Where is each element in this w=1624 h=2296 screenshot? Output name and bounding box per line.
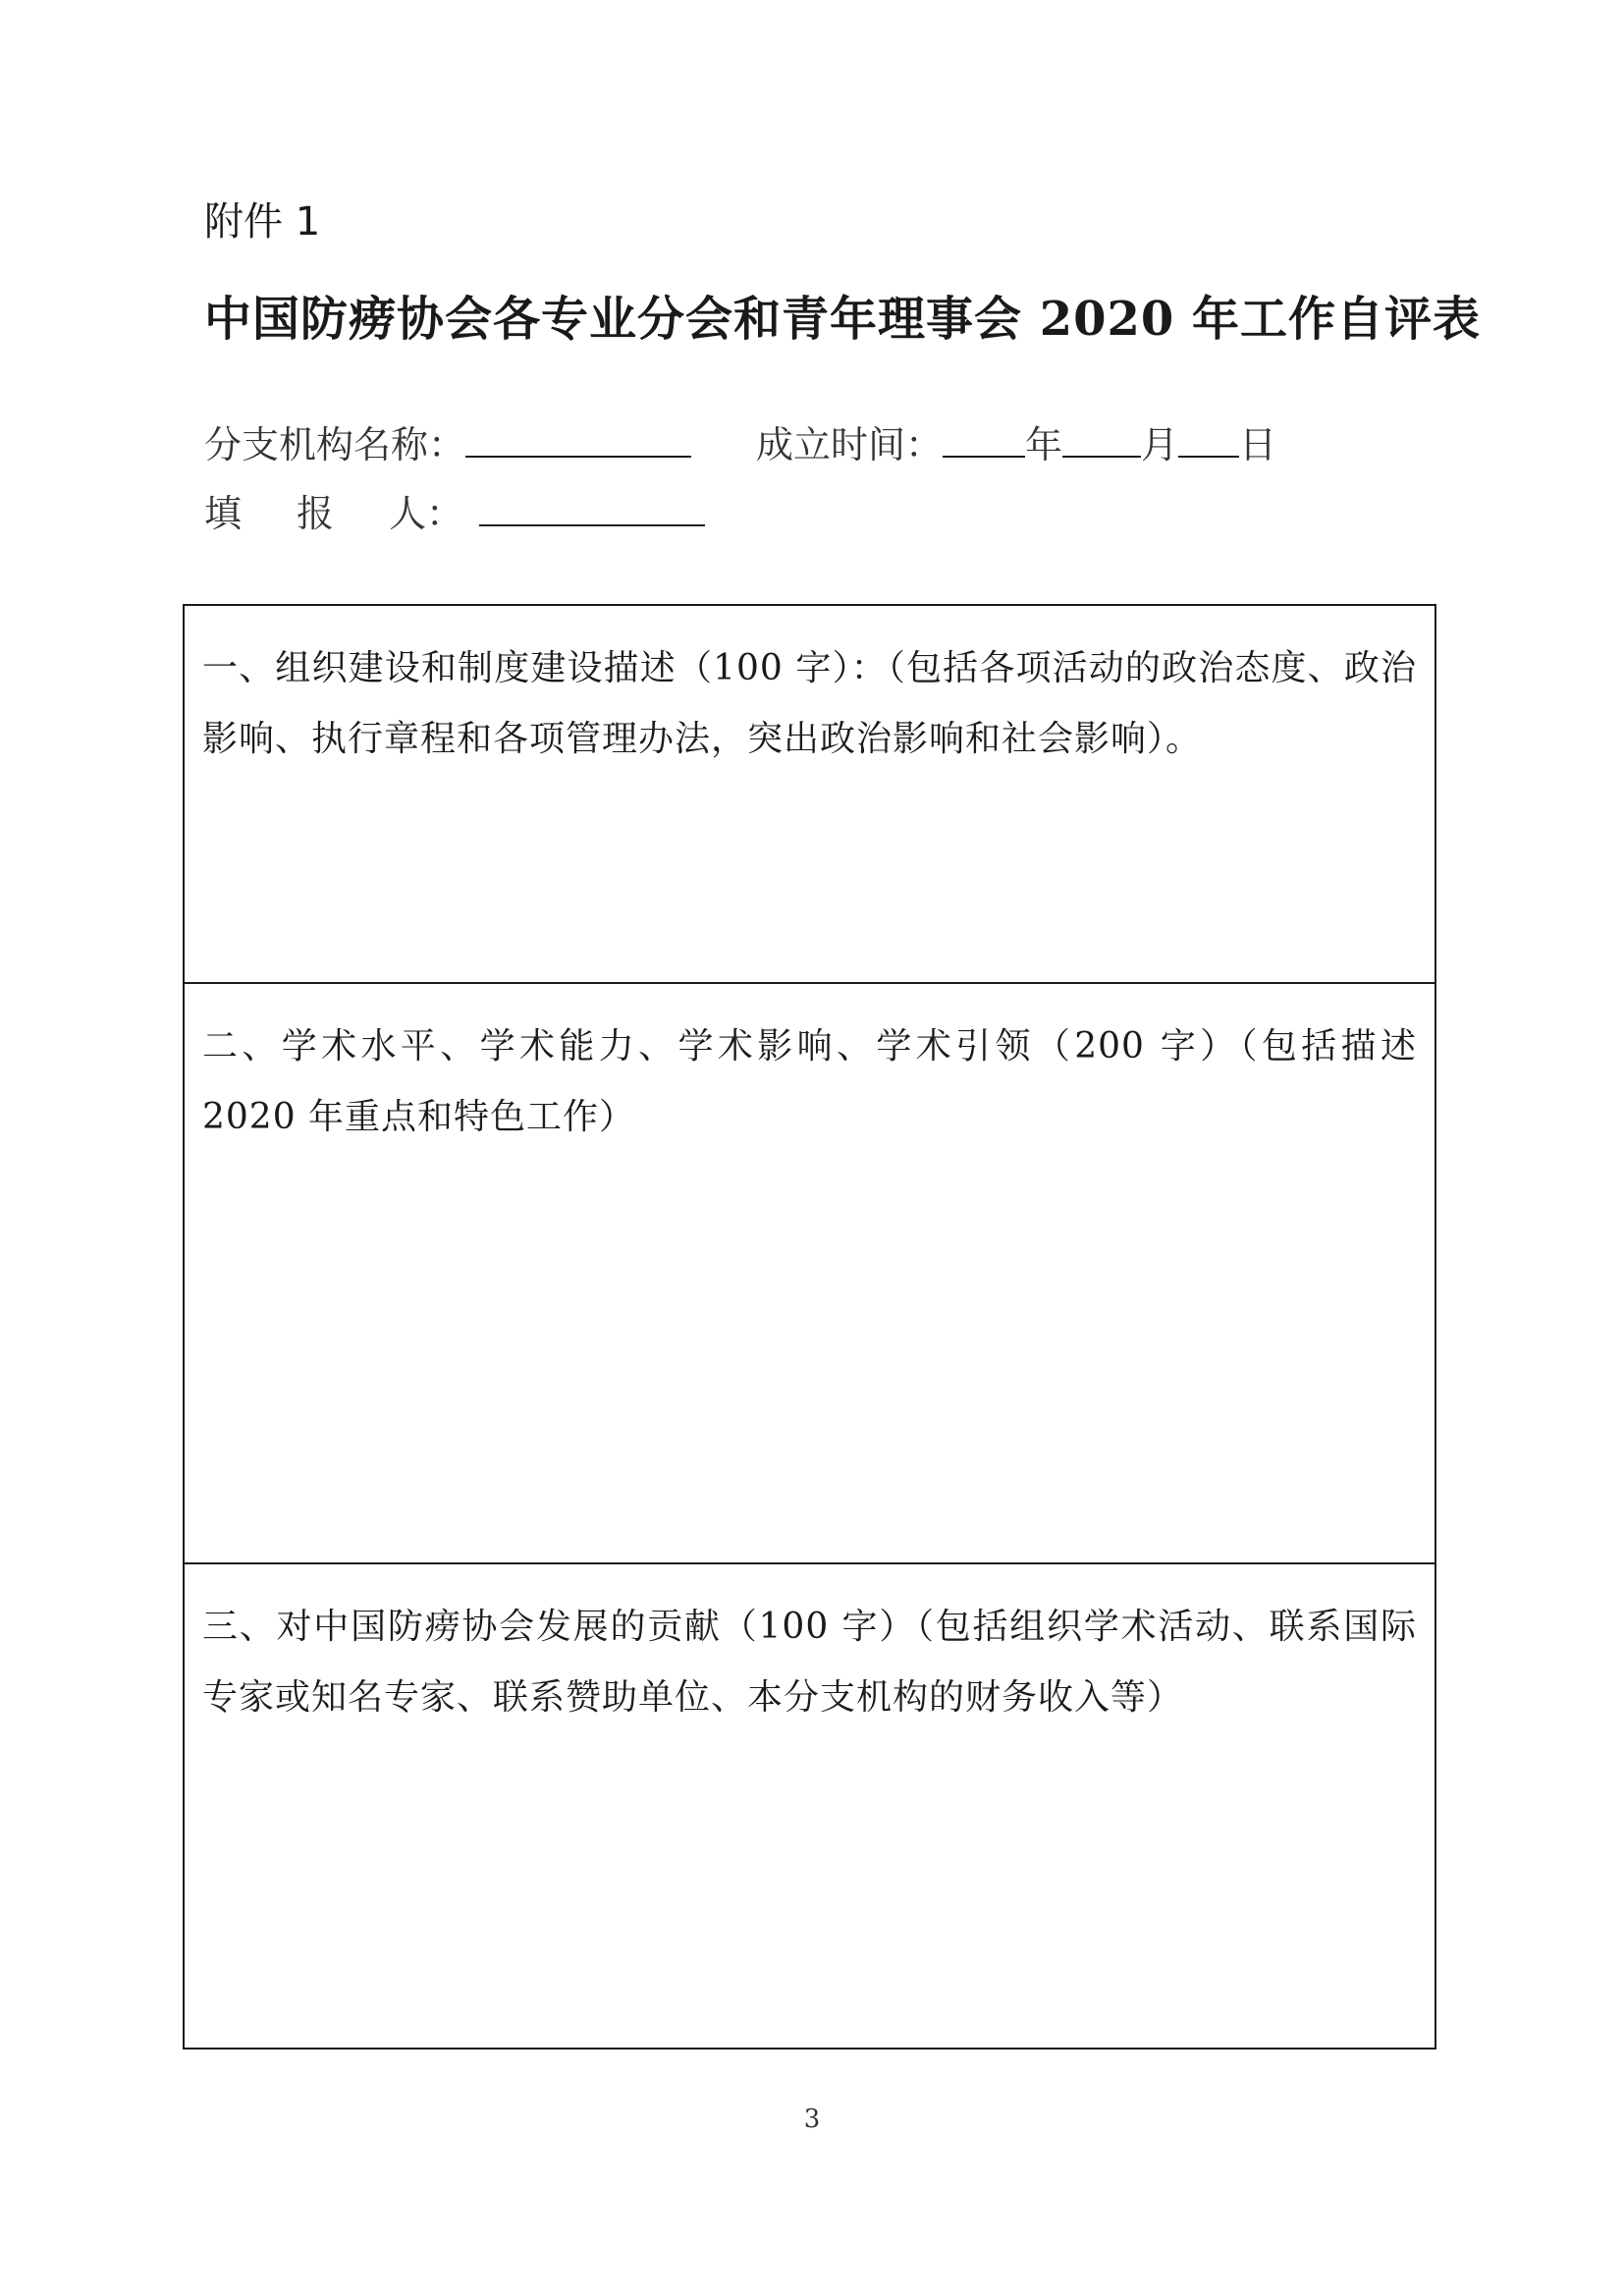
- reporter-label: [204, 492, 463, 535]
- established-label: 成立时间：: [756, 423, 944, 466]
- established-year-field[interactable]: [943, 412, 1025, 458]
- reporter-label-char: 人：: [389, 492, 464, 535]
- year-label: 年: [1025, 423, 1063, 466]
- section-organization-prompt: 一、组织建设和制度建设描述（100 字）：（包括各项活动的政治态度、政治影响、执行章程和各项管理办法，突出政治影响和社会影响）。: [202, 648, 1417, 759]
- section-contribution[interactable]: [185, 1564, 1435, 2050]
- branch-name-field[interactable]: [465, 412, 691, 458]
- reporter-label-char: 报: [297, 492, 335, 535]
- reporter-label-char: 填: [204, 492, 243, 535]
- reporter-line: [204, 481, 705, 541]
- section-organization[interactable]: [185, 606, 1435, 984]
- page-number: 3: [803, 2105, 821, 2134]
- day-label: 日: [1239, 423, 1277, 466]
- reporter-field[interactable]: [479, 481, 705, 526]
- section-academic-prompt: 二、学术水平、学术能力、学术影响、学术引领（200 字）（包括描述 2020 年重点和特色工作）: [202, 1026, 1417, 1137]
- established-month-field[interactable]: [1062, 412, 1141, 458]
- branch-name-label: 分支机构名称：: [204, 423, 466, 466]
- section-academic[interactable]: [185, 984, 1435, 1564]
- attachment-label: 附件 1: [204, 199, 321, 245]
- section-contribution-prompt: 三、对中国防痨协会发展的贡献（100 字）（包括组织学术活动、联系国际专家或知名专家、联系赞助单位、本分支机构的财务收入等）: [202, 1607, 1417, 1718]
- self-evaluation-table: [183, 604, 1436, 2050]
- month-label: 月: [1141, 423, 1179, 466]
- established-day-field[interactable]: [1178, 412, 1239, 458]
- form-title: 中国防痨协会各专业分会和青年理事会 2020 年工作自评表: [204, 292, 1482, 347]
- branch-info-line: [204, 412, 1276, 472]
